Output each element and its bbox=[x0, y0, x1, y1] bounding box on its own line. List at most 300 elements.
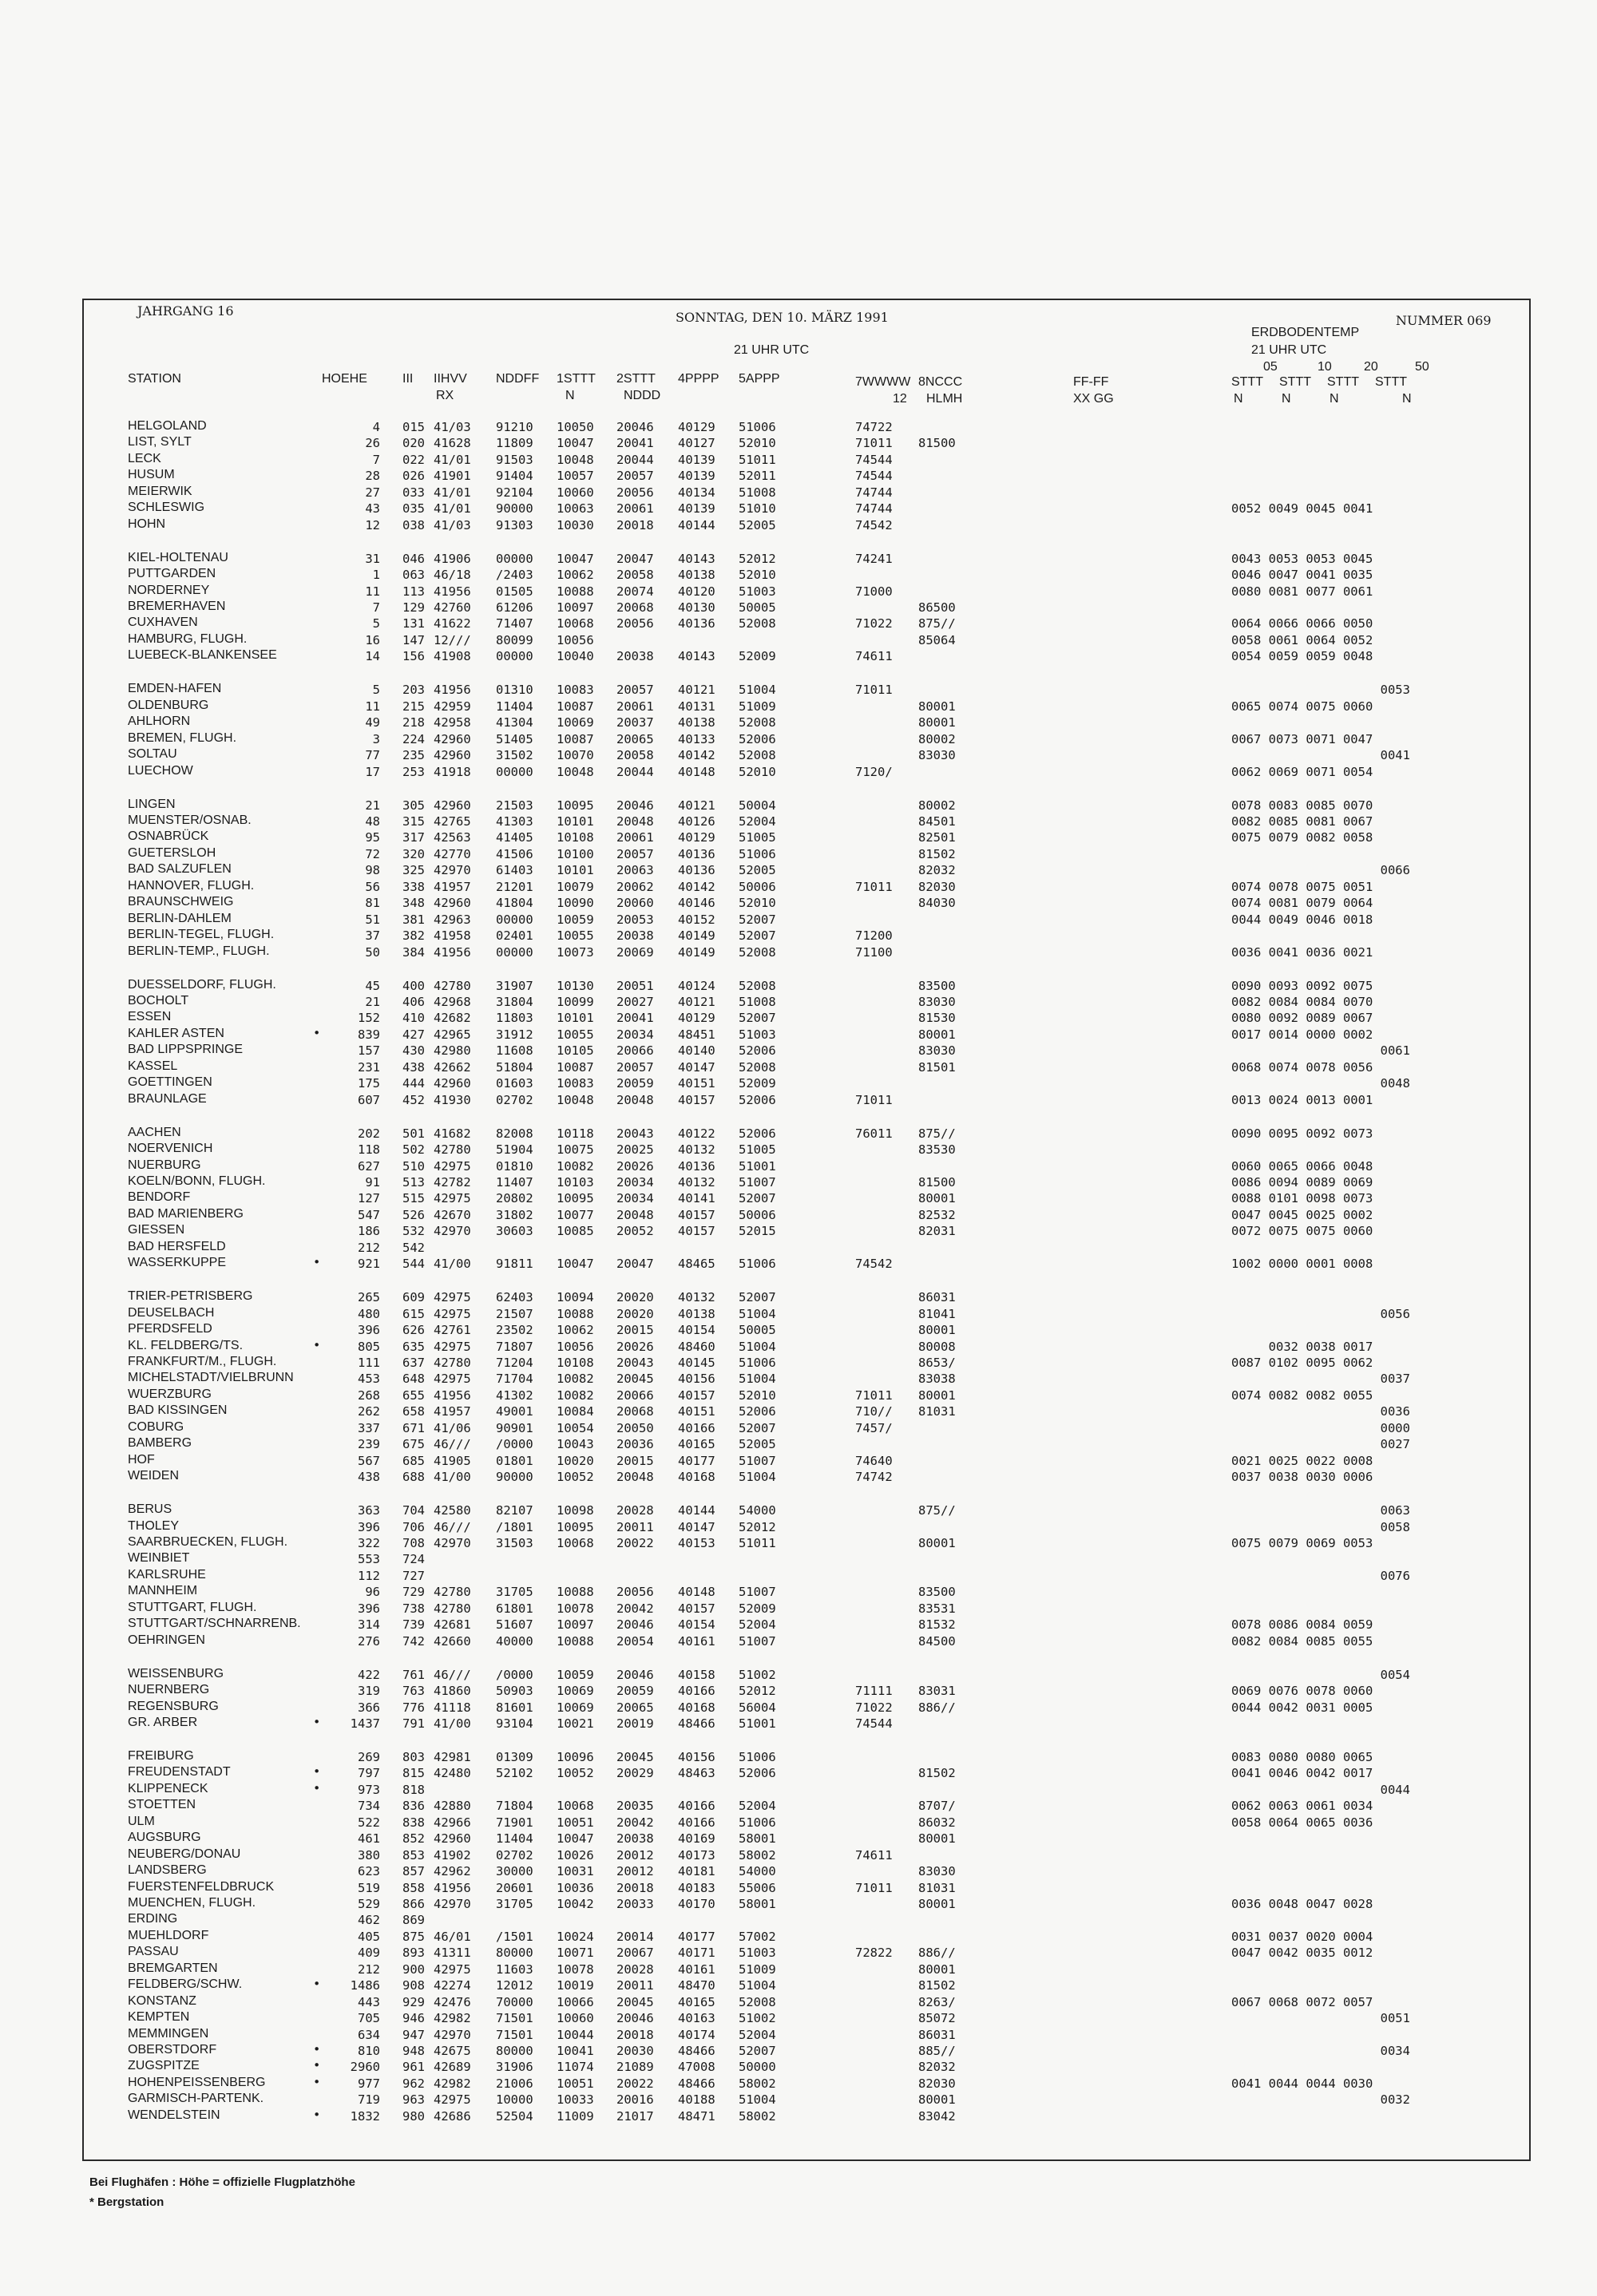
cell-p4: 40170 bbox=[678, 1897, 715, 1911]
mountain-station-marker: • bbox=[313, 1338, 321, 1352]
station-name: EMDEN-HAFEN bbox=[128, 682, 222, 695]
cell-ihvv: 41957 bbox=[434, 880, 471, 894]
station-name: BENDORF bbox=[128, 1190, 191, 1204]
cell-c8: 81500 bbox=[918, 1175, 956, 1190]
cell-nddff: 49001 bbox=[496, 1404, 533, 1419]
cell-soil: 0067 0068 0072 0057 bbox=[1231, 1995, 1373, 2009]
cell-nddff: 02702 bbox=[496, 1848, 533, 1863]
cell-iii: 235 bbox=[402, 748, 425, 762]
cell-nddff: 00000 bbox=[496, 765, 533, 779]
cell-c8: 81502 bbox=[918, 847, 956, 861]
cell-iii: 381 bbox=[402, 912, 425, 927]
cell-iii: 655 bbox=[402, 1388, 425, 1403]
cell-nddff: 41303 bbox=[496, 814, 533, 829]
table-row bbox=[0, 2059, 1597, 2075]
cell-s2: 20037 bbox=[616, 715, 654, 730]
cell-p4: 40157 bbox=[678, 1224, 715, 1238]
table-row bbox=[0, 813, 1597, 829]
cell-p4: 40136 bbox=[678, 1159, 715, 1174]
cell-c8: 80001 bbox=[918, 715, 956, 730]
cell-soil: 0069 0076 0078 0060 bbox=[1231, 1684, 1373, 1698]
cell-c8: 86031 bbox=[918, 2028, 956, 2042]
cell-w7: 71011 bbox=[855, 1388, 893, 1403]
cell-a5: 52006 bbox=[739, 1126, 776, 1141]
cell-p4: 40147 bbox=[678, 1060, 715, 1075]
cell-s2: 20046 bbox=[616, 798, 654, 813]
cell-hoehe: 21 bbox=[365, 995, 380, 1009]
cell-w7: 71011 bbox=[855, 880, 893, 894]
cell-p4: 40134 bbox=[678, 485, 715, 500]
footnote-airport: Bei Flughäfen : Höhe = offizielle Flugplatzhöhe bbox=[89, 2175, 355, 2189]
cell-ihvv: 41628 bbox=[434, 436, 471, 450]
cell-w7: 71100 bbox=[855, 945, 893, 960]
station-name: MUENCHEN, FLUGH. bbox=[128, 1896, 256, 1910]
cell-iii: 542 bbox=[402, 1241, 425, 1255]
cell-c8: 885// bbox=[918, 2044, 956, 2058]
cell-s2: 20063 bbox=[616, 863, 654, 877]
cell-s2: 20054 bbox=[616, 1634, 654, 1649]
cell-p4: 40158 bbox=[678, 1668, 715, 1682]
station-name: WEISSENBURG bbox=[128, 1667, 224, 1680]
cell-soil: 0083 0080 0080 0065 bbox=[1231, 1750, 1373, 1764]
col-5appp: 5APPP bbox=[739, 372, 780, 386]
cell-a5: 51010 bbox=[739, 501, 776, 516]
cell-nddff: 11608 bbox=[496, 1043, 533, 1058]
cell-p4: 40173 bbox=[678, 1848, 715, 1863]
col-ff-2: XX GG bbox=[1073, 392, 1114, 406]
cell-hoehe: 319 bbox=[358, 1684, 380, 1698]
table-row bbox=[0, 1961, 1597, 1977]
cell-c8: 80001 bbox=[918, 1323, 956, 1337]
cell-nddff: 30603 bbox=[496, 1224, 533, 1238]
table-row bbox=[0, 551, 1597, 567]
cell-s1: 10068 bbox=[557, 616, 594, 631]
station-name: ZUGSPITZE bbox=[128, 2059, 200, 2072]
cell-iii: 815 bbox=[402, 1766, 425, 1780]
cell-soil: 0074 0078 0075 0051 bbox=[1231, 880, 1373, 894]
station-name: GR. ARBER bbox=[128, 1716, 198, 1729]
table-row bbox=[0, 1256, 1597, 1272]
cell-soil: 0058 0061 0064 0052 bbox=[1231, 633, 1373, 647]
table-row bbox=[0, 1519, 1597, 1535]
cell-c8: 83042 bbox=[918, 2109, 956, 2124]
cell-s1: 10082 bbox=[557, 1159, 594, 1174]
cell-nddff: 91303 bbox=[496, 518, 533, 532]
cell-iii: 513 bbox=[402, 1175, 425, 1190]
cell-soil: 0088 0101 0098 0073 bbox=[1231, 1191, 1373, 1205]
table-row bbox=[0, 1716, 1597, 1732]
table-row bbox=[0, 994, 1597, 1010]
station-name: SCHLESWIG bbox=[128, 501, 205, 514]
cell-s1: 10021 bbox=[557, 1716, 594, 1731]
cell-a5: 58001 bbox=[739, 1831, 776, 1846]
station-name: BRAUNSCHWEIG bbox=[128, 895, 234, 909]
col-iii: III bbox=[402, 372, 414, 386]
cell-iii: 022 bbox=[402, 453, 425, 467]
cell-a5: 50000 bbox=[739, 2060, 776, 2074]
station-name: HOHN bbox=[128, 517, 166, 531]
cell-s2: 20038 bbox=[616, 649, 654, 663]
cell-hoehe: 973 bbox=[358, 1783, 380, 1797]
cell-s2: 20038 bbox=[616, 928, 654, 943]
cell-c8: 81532 bbox=[918, 1617, 956, 1632]
cell-iii: 382 bbox=[402, 928, 425, 943]
station-name: WEINBIET bbox=[128, 1551, 190, 1565]
cell-hoehe: 5 bbox=[372, 683, 380, 697]
cell-a5: 51004 bbox=[739, 1470, 776, 1484]
cell-a5: 50005 bbox=[739, 1323, 776, 1337]
cell-hoehe: 268 bbox=[358, 1388, 380, 1403]
cell-p4: 40132 bbox=[678, 1142, 715, 1157]
cell-iii: 113 bbox=[402, 584, 425, 599]
cell-soil: 0065 0074 0075 0060 bbox=[1231, 699, 1373, 714]
cell-s2: 20018 bbox=[616, 1881, 654, 1895]
cell-soil: 0054 0059 0059 0048 bbox=[1231, 649, 1373, 663]
cell-a5: 58002 bbox=[739, 2076, 776, 2091]
cell-hoehe: 607 bbox=[358, 1093, 380, 1107]
cell-a5: 51004 bbox=[739, 1978, 776, 1993]
station-name: BAD HERSFELD bbox=[128, 1240, 226, 1253]
cell-a5: 52007 bbox=[739, 1191, 776, 1205]
cell-iii: 253 bbox=[402, 765, 425, 779]
station-name: NUERBURG bbox=[128, 1158, 201, 1172]
cell-p4: 40142 bbox=[678, 748, 715, 762]
cell-c8: 83030 bbox=[918, 995, 956, 1009]
cell-s2: 20060 bbox=[616, 896, 654, 910]
col-n-05: N bbox=[1234, 392, 1243, 406]
cell-hoehe: 175 bbox=[358, 1076, 380, 1091]
cell-s2: 20014 bbox=[616, 1930, 654, 1944]
cell-ihvv: 42970 bbox=[434, 2028, 471, 2042]
cell-c8: 83030 bbox=[918, 748, 956, 762]
cell-p4: 40127 bbox=[678, 436, 715, 450]
cell-s1: 10068 bbox=[557, 1536, 594, 1550]
cell-iii: 224 bbox=[402, 732, 425, 746]
cell-hoehe: 14 bbox=[365, 649, 380, 663]
cell-s1: 10088 bbox=[557, 1634, 594, 1649]
cell-s1: 10088 bbox=[557, 1307, 594, 1321]
cell-s1: 10084 bbox=[557, 1404, 594, 1419]
cell-s2: 20034 bbox=[616, 1191, 654, 1205]
cell-hoehe: 91 bbox=[365, 1175, 380, 1190]
cell-ihvv: 41902 bbox=[434, 1848, 471, 1863]
cell-s1: 10050 bbox=[557, 420, 594, 434]
cell-s1: 10069 bbox=[557, 715, 594, 730]
cell-s1: 11009 bbox=[557, 2109, 594, 2124]
station-name: MICHELSTADT/VIELBRUNN bbox=[128, 1371, 294, 1384]
cell-a5: 51007 bbox=[739, 1175, 776, 1190]
station-name: AACHEN bbox=[128, 1126, 181, 1139]
mountain-station-marker: • bbox=[313, 2058, 321, 2072]
cell-p4: 40141 bbox=[678, 1191, 715, 1205]
station-name: KIEL-HOLTENAU bbox=[128, 551, 228, 564]
table-row bbox=[0, 2076, 1597, 2092]
cell-soil: 0064 0066 0066 0050 bbox=[1231, 616, 1373, 631]
cell-w7: 71022 bbox=[855, 1700, 893, 1715]
cell-nddff: 82008 bbox=[496, 1126, 533, 1141]
cell-p4: 40138 bbox=[678, 1307, 715, 1321]
col-2sttt: 2STTT bbox=[616, 372, 656, 386]
cell-p4: 40157 bbox=[678, 1208, 715, 1222]
cell-c8: 81501 bbox=[918, 1060, 956, 1075]
cell-iii: 688 bbox=[402, 1470, 425, 1484]
station-name: BOCHOLT bbox=[128, 994, 189, 1007]
cell-s2: 20034 bbox=[616, 1175, 654, 1190]
table-row bbox=[0, 1339, 1597, 1355]
cell-p4: 40145 bbox=[678, 1356, 715, 1370]
cell-s1: 10060 bbox=[557, 485, 594, 500]
cell-soil: 0078 0086 0084 0059 bbox=[1231, 1617, 1373, 1632]
cell-ihvv: 41901 bbox=[434, 469, 471, 483]
cell-w7: 74542 bbox=[855, 1257, 893, 1271]
table-row bbox=[0, 1453, 1597, 1469]
cell-iii: 875 bbox=[402, 1930, 425, 1944]
cell-soil: 0034 bbox=[1231, 2044, 1410, 2058]
cell-p4: 40143 bbox=[678, 552, 715, 566]
table-row bbox=[0, 1831, 1597, 1847]
cell-s1: 10083 bbox=[557, 683, 594, 697]
table-row bbox=[0, 2092, 1597, 2108]
cell-a5: 51011 bbox=[739, 1536, 776, 1550]
cell-s1: 10088 bbox=[557, 584, 594, 599]
cell-ihvv: 42960 bbox=[434, 1076, 471, 1091]
cell-s2: 20061 bbox=[616, 699, 654, 714]
station-name: BRAUNLAGE bbox=[128, 1092, 207, 1106]
cell-c8: 83500 bbox=[918, 979, 956, 993]
cell-soil: 0041 0046 0042 0017 bbox=[1231, 1766, 1373, 1780]
cell-hoehe: 72 bbox=[365, 847, 380, 861]
cell-iii: 857 bbox=[402, 1864, 425, 1878]
cell-a5: 52006 bbox=[739, 1093, 776, 1107]
cell-s1: 10100 bbox=[557, 847, 594, 861]
cell-nddff: 31705 bbox=[496, 1585, 533, 1599]
cell-w7: 74744 bbox=[855, 501, 893, 516]
table-row bbox=[0, 1355, 1597, 1371]
table-row bbox=[0, 1863, 1597, 1879]
cell-hoehe: 112 bbox=[358, 1569, 380, 1583]
cell-soil: 0037 bbox=[1231, 1372, 1410, 1386]
cell-iii: 406 bbox=[402, 995, 425, 1009]
table-row bbox=[0, 1912, 1597, 1928]
cell-s1: 10062 bbox=[557, 568, 594, 582]
cell-ihvv: 42962 bbox=[434, 1864, 471, 1878]
cell-ihvv: 42960 bbox=[434, 748, 471, 762]
station-name: BAD SALZUFLEN bbox=[128, 862, 232, 876]
cell-p4: 48463 bbox=[678, 1766, 715, 1780]
cell-s2: 20048 bbox=[616, 1208, 654, 1222]
cell-soil: 0074 0081 0079 0064 bbox=[1231, 896, 1373, 910]
cell-s2: 20046 bbox=[616, 1617, 654, 1632]
station-name: NOERVENICH bbox=[128, 1142, 213, 1155]
cell-ihvv: 42770 bbox=[434, 847, 471, 861]
cell-s1: 10048 bbox=[557, 765, 594, 779]
table-row bbox=[0, 1847, 1597, 1863]
table-row bbox=[0, 1075, 1597, 1091]
cell-s2: 20065 bbox=[616, 1700, 654, 1715]
cell-hoehe: 422 bbox=[358, 1668, 380, 1682]
cell-s1: 10052 bbox=[557, 1470, 594, 1484]
cell-hoehe: 438 bbox=[358, 1470, 380, 1484]
cell-ihvv: 42761 bbox=[434, 1323, 471, 1337]
cell-soil: 0062 0069 0071 0054 bbox=[1231, 765, 1373, 779]
cell-soil: 0072 0075 0075 0060 bbox=[1231, 1224, 1373, 1238]
cell-soil: 0043 0053 0053 0045 bbox=[1231, 552, 1373, 566]
cell-hoehe: 462 bbox=[358, 1913, 380, 1927]
station-name: FREIBURG bbox=[128, 1749, 194, 1763]
cell-ihvv: 41956 bbox=[434, 683, 471, 697]
cell-s1: 10090 bbox=[557, 896, 594, 910]
table-row bbox=[0, 1633, 1597, 1649]
cell-s2: 20027 bbox=[616, 995, 654, 1009]
table-row bbox=[0, 1929, 1597, 1945]
table-row bbox=[0, 928, 1597, 944]
cell-c8: 875// bbox=[918, 1503, 956, 1518]
cell-s2: 20057 bbox=[616, 469, 654, 483]
cell-s2: 20033 bbox=[616, 1897, 654, 1911]
cell-p4: 40171 bbox=[678, 1946, 715, 1960]
cell-nddff: 01309 bbox=[496, 1750, 533, 1764]
cell-hoehe: 28 bbox=[365, 469, 380, 483]
cell-p4: 40142 bbox=[678, 880, 715, 894]
cell-nddff: 23502 bbox=[496, 1323, 533, 1337]
cell-c8: 80002 bbox=[918, 732, 956, 746]
cell-hoehe: 202 bbox=[358, 1126, 380, 1141]
cell-p4: 40126 bbox=[678, 814, 715, 829]
station-name: NORDERNEY bbox=[128, 584, 210, 597]
cell-hoehe: 49 bbox=[365, 715, 380, 730]
cell-s2: 20044 bbox=[616, 765, 654, 779]
cell-s1: 10087 bbox=[557, 732, 594, 746]
cell-iii: 215 bbox=[402, 699, 425, 714]
cell-s1: 10087 bbox=[557, 699, 594, 714]
cell-nddff: 31705 bbox=[496, 1897, 533, 1911]
station-name: NUERNBERG bbox=[128, 1683, 210, 1696]
cell-a5: 51001 bbox=[739, 1716, 776, 1731]
cell-c8: 84030 bbox=[918, 896, 956, 910]
cell-ihvv: 41956 bbox=[434, 1881, 471, 1895]
cell-nddff: 62403 bbox=[496, 1290, 533, 1304]
cell-s2: 20059 bbox=[616, 1684, 654, 1698]
cell-a5: 51002 bbox=[739, 1668, 776, 1682]
cell-hoehe: 519 bbox=[358, 1881, 380, 1895]
cell-iii: 317 bbox=[402, 830, 425, 845]
table-row bbox=[0, 1387, 1597, 1403]
cell-s2: 20053 bbox=[616, 912, 654, 927]
station-name: WEIDEN bbox=[128, 1469, 179, 1483]
cell-nddff: 21006 bbox=[496, 2076, 533, 2091]
depth-05: 05 bbox=[1263, 360, 1278, 374]
erdboden-time: 21 UHR UTC bbox=[1251, 343, 1327, 357]
table-row bbox=[0, 1010, 1597, 1026]
cell-p4: 40156 bbox=[678, 1372, 715, 1386]
cell-a5: 52004 bbox=[739, 2028, 776, 2042]
cell-iii: 818 bbox=[402, 1783, 425, 1797]
cell-iii: 033 bbox=[402, 485, 425, 500]
cell-hoehe: 2960 bbox=[350, 2060, 380, 2074]
mountain-station-marker: • bbox=[313, 1781, 321, 1795]
table-row bbox=[0, 1584, 1597, 1600]
table-row bbox=[0, 501, 1597, 517]
col-stt-10: STTT bbox=[1279, 375, 1311, 389]
station-name: NEUBERG/DONAU bbox=[128, 1847, 241, 1861]
cell-c8: 84500 bbox=[918, 1634, 956, 1649]
cell-nddff: 31912 bbox=[496, 1027, 533, 1042]
cell-nddff: 31802 bbox=[496, 1208, 533, 1222]
cell-s1: 10063 bbox=[557, 501, 594, 516]
cell-p4: 40152 bbox=[678, 912, 715, 927]
cell-soil: 0062 0063 0061 0034 bbox=[1231, 1799, 1373, 1813]
cell-nddff: 41405 bbox=[496, 830, 533, 845]
table-row bbox=[0, 1436, 1597, 1452]
cell-soil: 0087 0102 0095 0062 bbox=[1231, 1356, 1373, 1370]
cell-ihvv: 42780 bbox=[434, 1356, 471, 1370]
cell-s1: 10101 bbox=[557, 1011, 594, 1025]
cell-hoehe: 443 bbox=[358, 1995, 380, 2009]
table-row bbox=[0, 1059, 1597, 1075]
cell-s2: 20045 bbox=[616, 1750, 654, 1764]
cell-nddff: /0000 bbox=[496, 1668, 533, 1682]
cell-a5: 52012 bbox=[739, 552, 776, 566]
cell-w7: 74544 bbox=[855, 1716, 893, 1731]
cell-nddff: 11809 bbox=[496, 436, 533, 450]
cell-ihvv: 42970 bbox=[434, 863, 471, 877]
cell-s2: 20057 bbox=[616, 683, 654, 697]
cell-s2: 20068 bbox=[616, 600, 654, 615]
cell-nddff: 12012 bbox=[496, 1978, 533, 1993]
observation-time: 21 UHR UTC bbox=[734, 343, 810, 357]
table-row bbox=[0, 1469, 1597, 1485]
cell-s2: 20018 bbox=[616, 518, 654, 532]
cell-iii: 427 bbox=[402, 1027, 425, 1042]
station-name: PASSAU bbox=[128, 1945, 179, 1958]
cell-iii: 836 bbox=[402, 1799, 425, 1813]
cell-s1: 10056 bbox=[557, 1340, 594, 1354]
cell-p4: 40157 bbox=[678, 1388, 715, 1403]
cell-hoehe: 43 bbox=[365, 501, 380, 516]
cell-a5: 52011 bbox=[739, 469, 776, 483]
cell-s2: 20044 bbox=[616, 453, 654, 467]
cell-soil: 0041 0044 0044 0030 bbox=[1231, 2076, 1373, 2091]
cell-p4: 40149 bbox=[678, 928, 715, 943]
station-name: STUTTGART/SCHNARRENB. bbox=[128, 1617, 301, 1630]
table-row bbox=[0, 1667, 1597, 1683]
col-n-50: N bbox=[1402, 392, 1412, 406]
issue-number: NUMMER 069 bbox=[1396, 313, 1492, 328]
cell-s1: 10051 bbox=[557, 1815, 594, 1830]
cell-hoehe: 797 bbox=[358, 1766, 380, 1780]
cell-p4: 40130 bbox=[678, 600, 715, 615]
cell-p4: 40157 bbox=[678, 1093, 715, 1107]
cell-c8: 81031 bbox=[918, 1404, 956, 1419]
cell-soil: 0027 bbox=[1231, 1437, 1410, 1451]
cell-p4: 40131 bbox=[678, 699, 715, 714]
cell-p4: 40144 bbox=[678, 1503, 715, 1518]
cell-iii: 948 bbox=[402, 2044, 425, 2058]
station-name: BAD KISSINGEN bbox=[128, 1403, 228, 1417]
cell-s2: 20020 bbox=[616, 1290, 654, 1304]
cell-a5: 52006 bbox=[739, 732, 776, 746]
cell-p4: 40154 bbox=[678, 1617, 715, 1632]
cell-a5: 51008 bbox=[739, 485, 776, 500]
table-row bbox=[0, 1207, 1597, 1223]
cell-nddff: 51405 bbox=[496, 732, 533, 746]
cell-c8: 86032 bbox=[918, 1815, 956, 1830]
cell-s1: 10082 bbox=[557, 1372, 594, 1386]
cell-s1: 10068 bbox=[557, 1799, 594, 1813]
cell-hoehe: 21 bbox=[365, 798, 380, 813]
cell-hoehe: 839 bbox=[358, 1027, 380, 1042]
cell-a5: 51006 bbox=[739, 847, 776, 861]
